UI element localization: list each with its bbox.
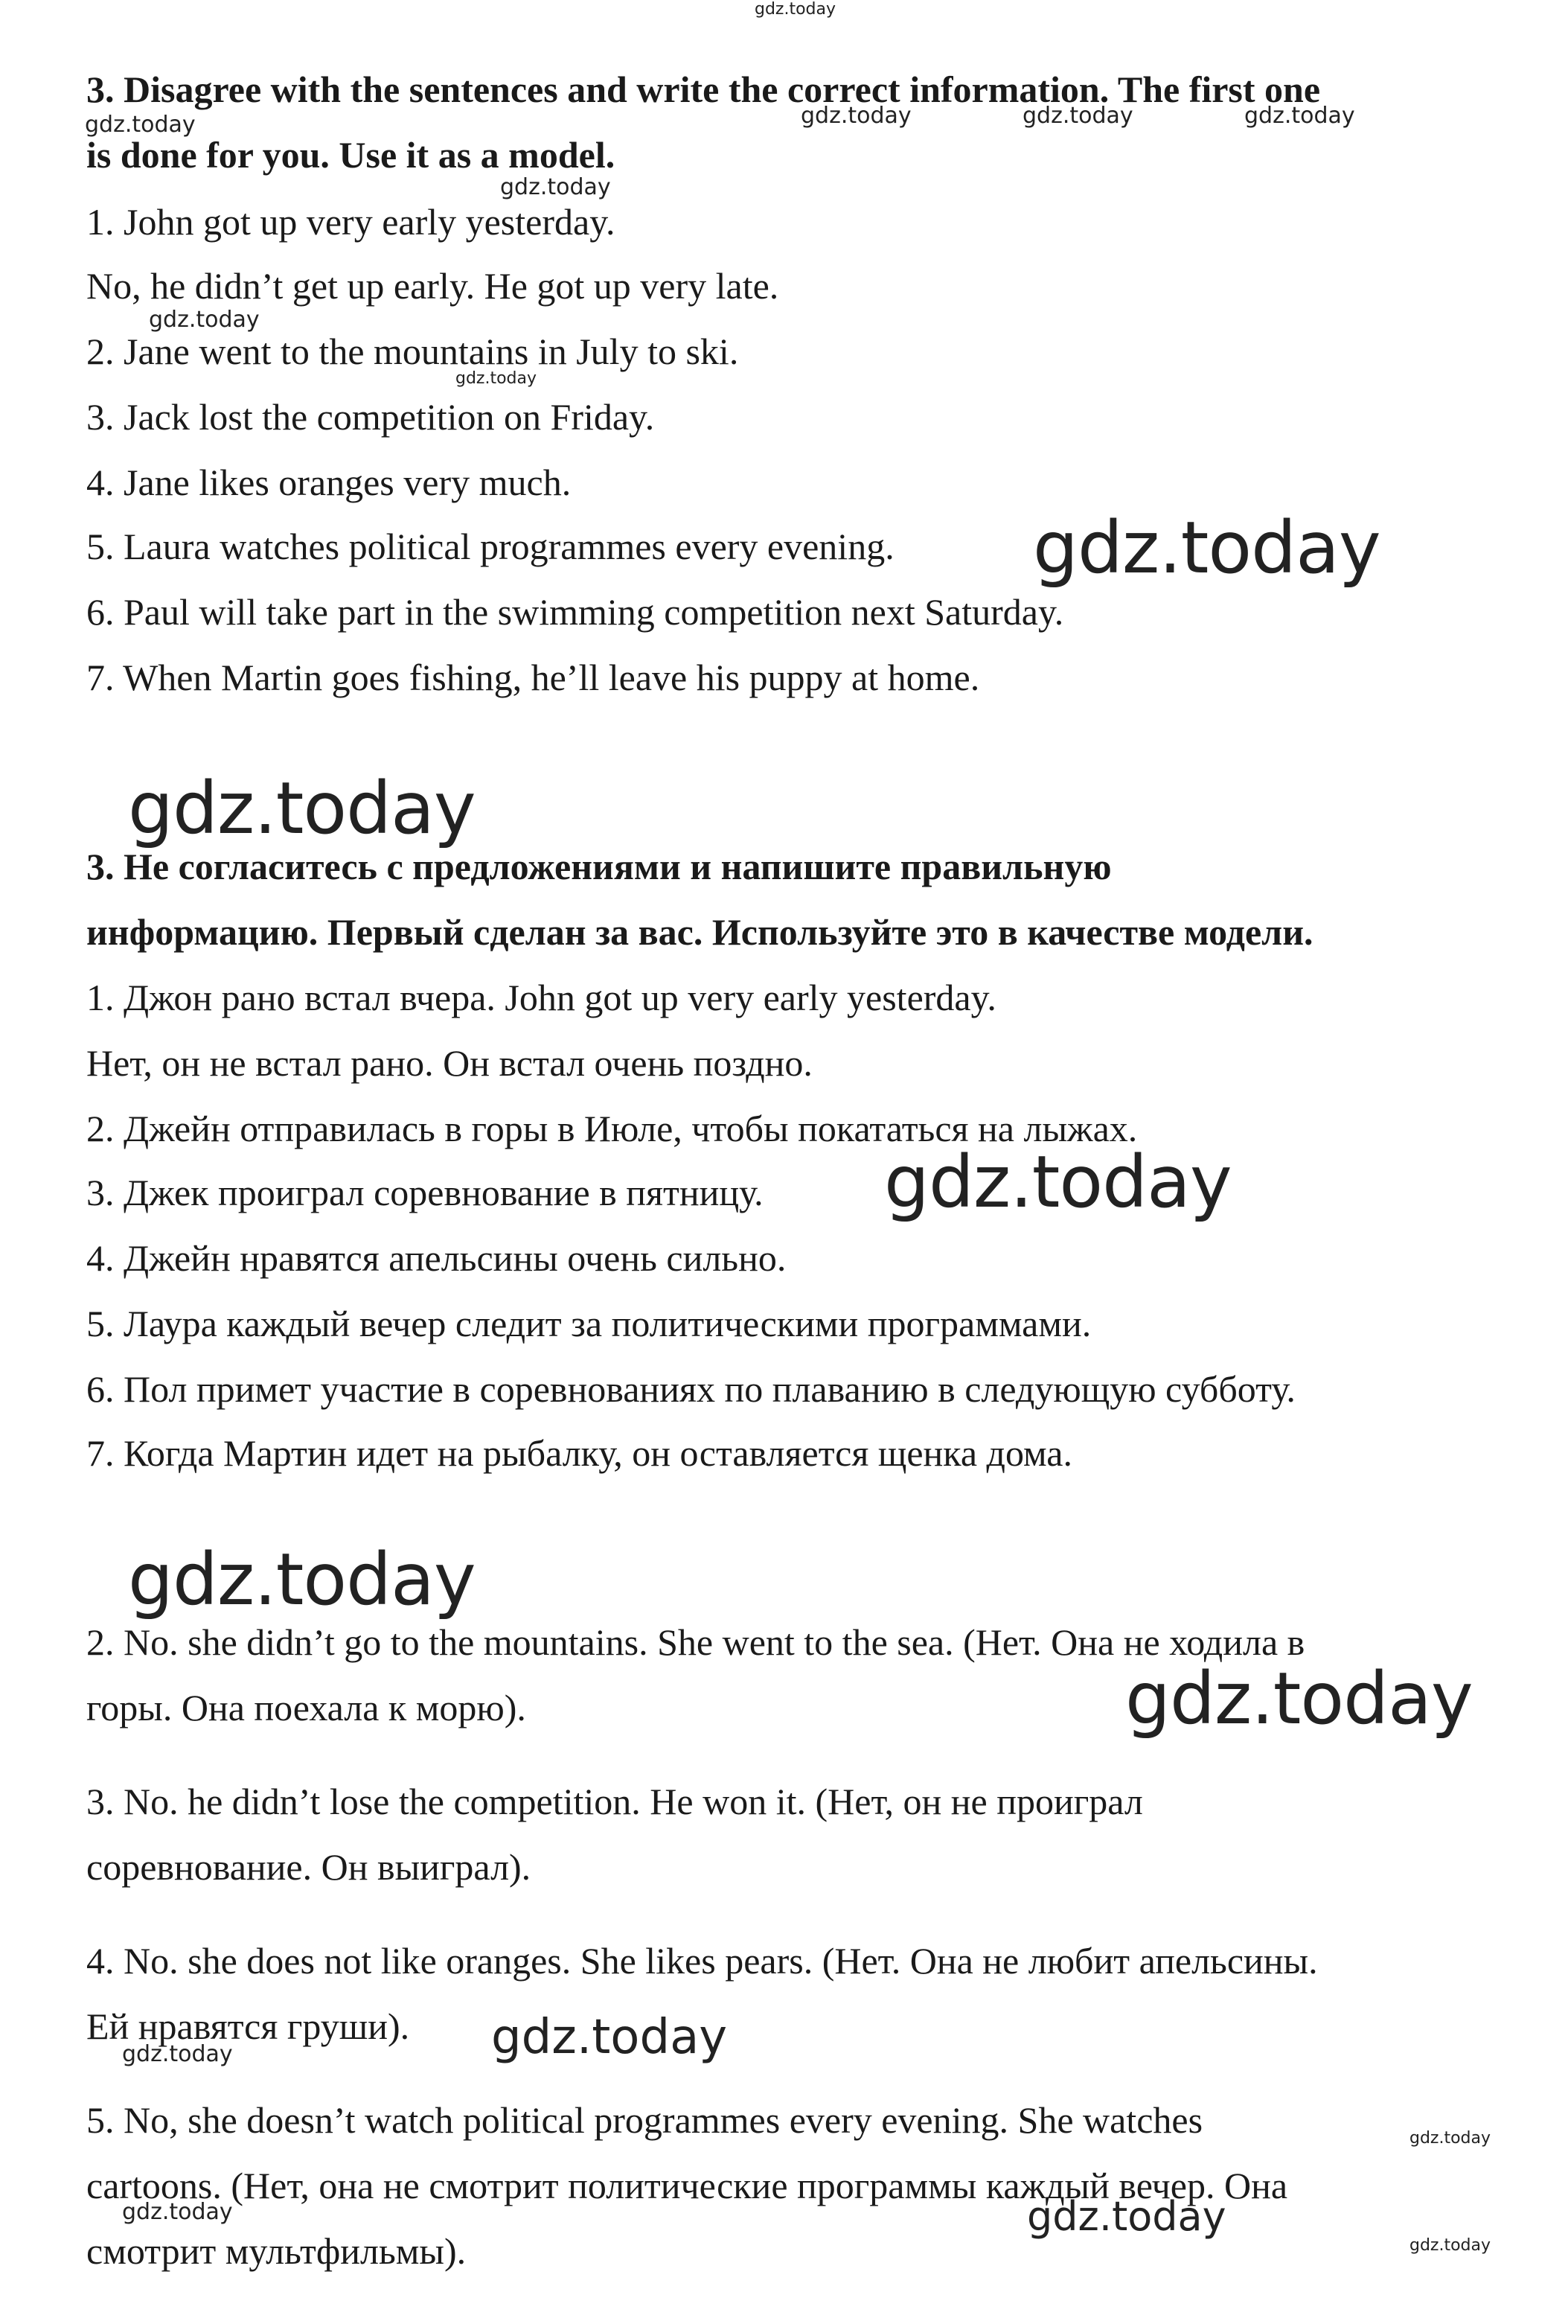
exercise-ru-heading-line2: информацию. Первый сделан за вас. Используйте это в качестве модели. — [86, 911, 1313, 953]
exercise-en-item: 7. When Martin goes fishing, he’ll leave his puppy at home. — [86, 657, 980, 698]
exercise-ru-item: 4. Джейн нравятся апельсины очень сильно. — [86, 1237, 787, 1279]
exercise-en-item: 5. Laura watches political programmes every evening. — [86, 526, 895, 567]
exercise-en-item: 2. Jane went to the mountains in July to ski. — [86, 331, 739, 372]
answer-line: cartoons. (Нет, она не смотрит политические программы каждый вечер. Она — [86, 2165, 1288, 2206]
watermark: gdz.today — [1027, 2193, 1226, 2240]
watermark: gdz.today — [455, 369, 537, 388]
exercise-en-item: 3. Jack lost the competition on Friday. — [86, 396, 655, 438]
watermark: gdz.today — [755, 0, 836, 19]
exercise-ru-item: 6. Пол примет участие в соревнованиях по плаванию в следующую субботу. — [86, 1368, 1296, 1410]
watermark: gdz.today — [1125, 1657, 1473, 1740]
answer-line: 3. No. he didn’t lose the competition. He won it. (Нет, он не проиграл — [86, 1781, 1143, 1822]
watermark: gdz.today — [500, 174, 611, 200]
exercise-ru-item: 2. Джейн отправилась в горы в Июле, чтобы покататься на лыжах. — [86, 1108, 1138, 1149]
watermark: gdz.today — [1244, 103, 1355, 129]
answer-line: Ей нравятся груши). — [86, 2005, 410, 2047]
watermark: gdz.today — [85, 112, 196, 138]
answer-line: 2. No. she didn’t go to the mountains. She went to the sea. (Нет. Она не ходила в — [86, 1621, 1305, 1663]
exercise-en-item: No, he didn’t get up early. He got up very late. — [86, 265, 779, 307]
exercise-en-heading-line2: is done for you. Use it as a model. — [86, 134, 615, 176]
watermark: gdz.today — [491, 2010, 728, 2065]
watermark: gdz.today — [884, 1140, 1232, 1224]
exercise-ru-item: 7. Когда Мартин идет на рыбалку, он оставляется щенка дома. — [86, 1432, 1072, 1474]
answer-line: соревнование. Он выиграл). — [86, 1846, 531, 1888]
watermark: gdz.today — [1409, 2236, 1491, 2255]
answer-line: 5. No, she doesn’t watch political programmes every evening. She watches — [86, 2099, 1203, 2141]
exercise-en-item: 6. Paul will take part in the swimming competition next Saturday. — [86, 591, 1064, 633]
watermark: gdz.today — [122, 2041, 233, 2067]
answer-line: смотрит мультфильмы). — [86, 2230, 467, 2272]
exercise-en-heading-line1: 3. Disagree with the sentences and write the correct information. The first one — [86, 68, 1321, 110]
watermark: gdz.today — [1023, 103, 1133, 129]
exercise-ru-item: Нет, он не встал рано. Он встал очень поздно. — [86, 1042, 813, 1084]
watermark: gdz.today — [122, 2199, 233, 2225]
exercise-ru-item: 3. Джек проиграл соревнование в пятницу. — [86, 1172, 764, 1213]
answer-line: горы. Она поехала к морю). — [86, 1687, 526, 1728]
exercise-en-item: 4. Jane likes oranges very much. — [86, 462, 572, 503]
exercise-ru-item: 1. Джон рано встал вчера. John got up very early yesterday. — [86, 977, 996, 1018]
exercise-ru-heading-line1: 3. Не согласитесь с предложениями и напишите правильную — [86, 846, 1112, 887]
exercise-ru-item: 5. Лаура каждый вечер следит за политическими программами. — [86, 1303, 1092, 1344]
watermark: gdz.today — [1033, 506, 1380, 590]
watermark: gdz.today — [801, 103, 912, 129]
watermark: gdz.today — [128, 1538, 476, 1621]
watermark: gdz.today — [128, 767, 476, 850]
answer-line: 4. No. she does not like oranges. She likes pears. (Нет. Она не любит апельсины. — [86, 1940, 1318, 1982]
exercise-en-item: 1. John got up very early yesterday. — [86, 201, 615, 243]
watermark: gdz.today — [149, 307, 260, 333]
watermark: gdz.today — [1409, 2129, 1491, 2148]
